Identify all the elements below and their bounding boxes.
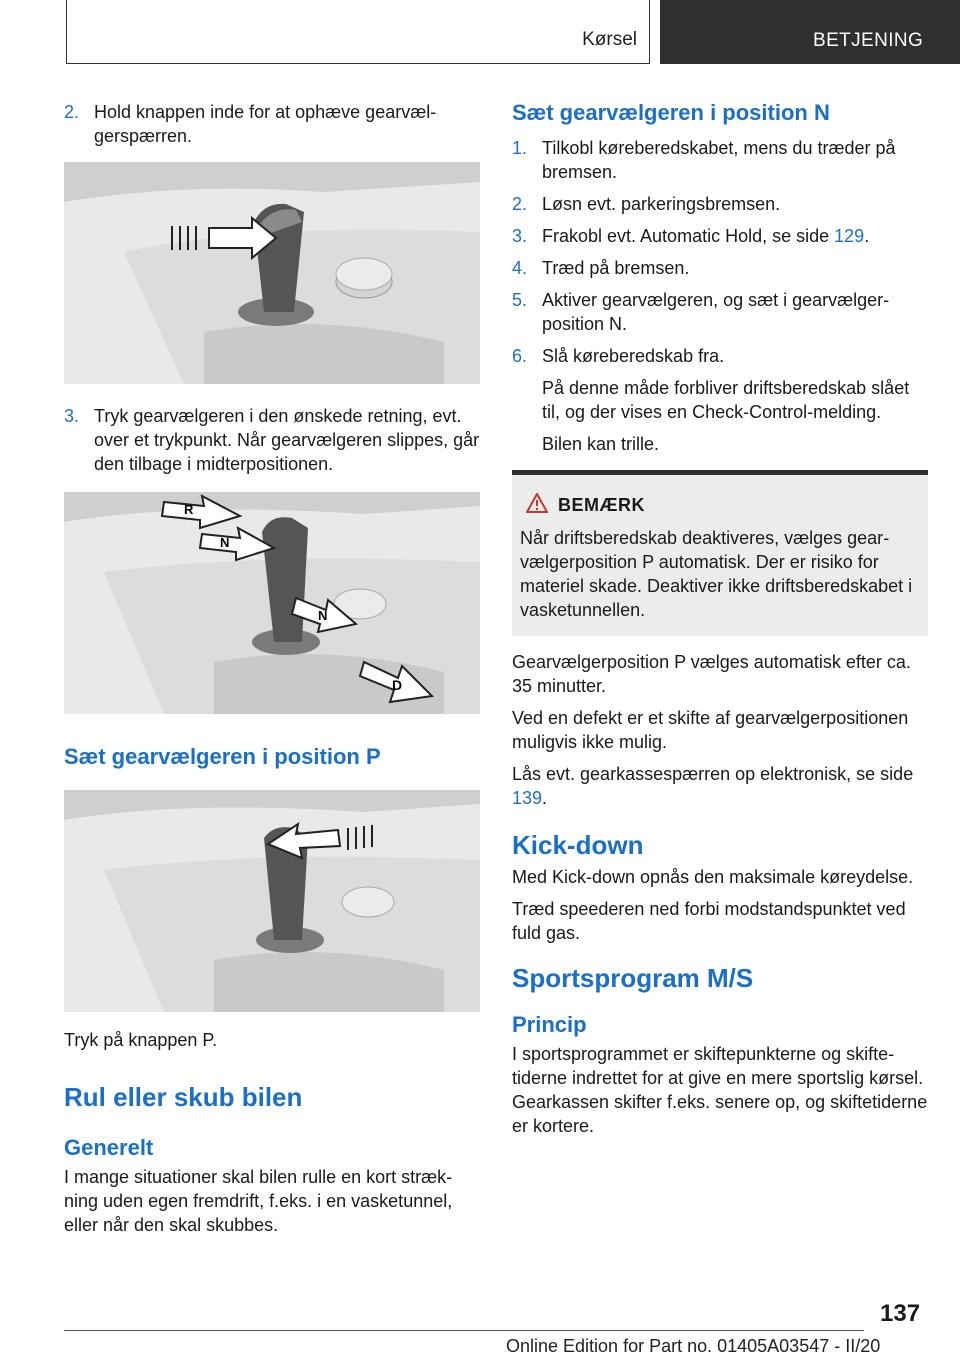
notice-header xyxy=(520,493,920,518)
step-text: Træd på bremsen. xyxy=(542,258,690,278)
kick-text-1: Med Kick-down opnås den maksimale køreydelse. xyxy=(512,867,914,887)
fig-label-n2: N xyxy=(318,608,328,623)
step-n-3 xyxy=(512,224,928,248)
step-n-6 xyxy=(512,344,928,368)
step-number: 5. xyxy=(512,290,528,310)
kick-text-2: Træd speederen ned forbi modstandspunktet ved fuld gas. xyxy=(512,899,906,943)
heading-sport-program: Sportsprogram M/S xyxy=(512,963,754,993)
header-section-box xyxy=(66,0,650,64)
step-text: Aktiver gearvælgeren, og sæt i gearvælgerposition N. xyxy=(542,290,890,334)
footer-divider xyxy=(64,1330,864,1331)
step-3 xyxy=(64,404,480,476)
step-text xyxy=(542,224,928,248)
figure-gear-selector-p-button xyxy=(64,790,480,1012)
header-chapter-tab xyxy=(660,0,960,64)
step-number: 2. xyxy=(512,194,528,214)
step-text-main: Frakobl evt. Automatic Hold, se side xyxy=(542,226,835,246)
figure-gear-selector-unlock xyxy=(64,162,480,384)
page-link-129[interactable]: 129 xyxy=(834,226,865,246)
para-unlock xyxy=(512,762,928,810)
principle-text: I sportsprogrammet er skiftepunkterne og skiftetiderne indrettet for at give en mere sportslig kørsel. Gearkassen skifter f.eks. senere op, og skiftetiderne er kortere. xyxy=(512,1044,928,1136)
step-2 xyxy=(64,100,480,148)
fig-label-n1: N xyxy=(220,535,230,550)
step-text: Slå køreberedskab fra. xyxy=(542,346,725,366)
heading-kick-down: Kick-down xyxy=(512,830,644,860)
warning-triangle-icon xyxy=(526,493,548,518)
step-text: Tilkobl køreberedskabet, mens du træder på bremsen. xyxy=(542,138,896,182)
step-number: 3. xyxy=(512,226,528,246)
step-number: 3. xyxy=(64,406,80,426)
step-n-2 xyxy=(512,192,928,216)
para-unlock-after: . xyxy=(542,788,548,808)
step-6-note-2: Bilen kan trille. xyxy=(542,434,660,454)
para-unlock-text: Lås evt. gearkassespærren op elektronisk, se side xyxy=(512,764,914,784)
page-link-139[interactable]: 139 xyxy=(512,788,543,808)
header-chapter-title: BETJENING xyxy=(813,30,924,51)
p-instruction: Tryk på knappen P. xyxy=(64,1030,218,1050)
notice-box xyxy=(512,470,928,636)
footer-edition: Online Edition for Part no. 01405A03547 - II/20 xyxy=(506,1336,881,1356)
notice-label: BEMÆRK xyxy=(558,495,645,515)
heading-general: Generelt xyxy=(64,1135,154,1160)
header-section-title: Kørsel xyxy=(582,29,637,50)
para-auto-p: Gearvælgerposition P vælges automatisk efter ca. 35 minutter. xyxy=(512,652,911,696)
step-n-5 xyxy=(512,288,928,336)
heading-position-n: Sæt gearvælgeren i position N xyxy=(512,100,830,125)
step-text-after: . xyxy=(864,226,870,246)
step-text: Løsn evt. parkeringsbremsen. xyxy=(542,194,781,214)
step-number: 4. xyxy=(512,258,528,278)
right-column xyxy=(512,100,928,1146)
fig-label-d: D xyxy=(392,677,403,693)
notice-text: Når driftsberedskab deaktiveres, vælges gearvælgerposition P automatisk. Der er risiko for materiel skade. Deaktiver ikke driftsberedskabet i vasketunnellen. xyxy=(520,528,913,620)
step-number: 2. xyxy=(64,102,80,122)
general-text: I mange situationer skal bilen rulle en kort strækning uden egen fremdrift, f.eks. i en vasketunnel, eller når den skal skubbes. xyxy=(64,1167,453,1235)
left-column xyxy=(64,100,480,1245)
fig-label-r: R xyxy=(184,502,194,517)
step-text: Tryk gearvælgeren i den ønskede retning, evt. over et trykpunkt. Når gearvælgeren slippes, går den tilbage i midterpositionen. xyxy=(94,406,480,474)
step-text: Hold knappen inde for at ophæve gearvælgerspærren. xyxy=(94,102,437,146)
step-6-note-1: På denne måde forbliver driftsberedskab slået til, og der vises en Check-Control-melding. xyxy=(542,378,910,422)
heading-position-p: Sæt gearvælgeren i position P xyxy=(64,744,381,769)
para-defect: Ved en defekt er et skifte af gearvælgerpositionen muligvis ikke mulig. xyxy=(512,708,909,752)
step-number: 6. xyxy=(512,346,528,366)
heading-roll-push: Rul eller skub bilen xyxy=(64,1082,303,1112)
step-number: 1. xyxy=(512,138,528,158)
page-number: 137 xyxy=(880,1300,921,1327)
step-n-4 xyxy=(512,256,928,280)
step-n-1 xyxy=(512,136,928,184)
heading-principle: Princip xyxy=(512,1012,587,1037)
figure-gear-selector-directions xyxy=(64,492,480,714)
